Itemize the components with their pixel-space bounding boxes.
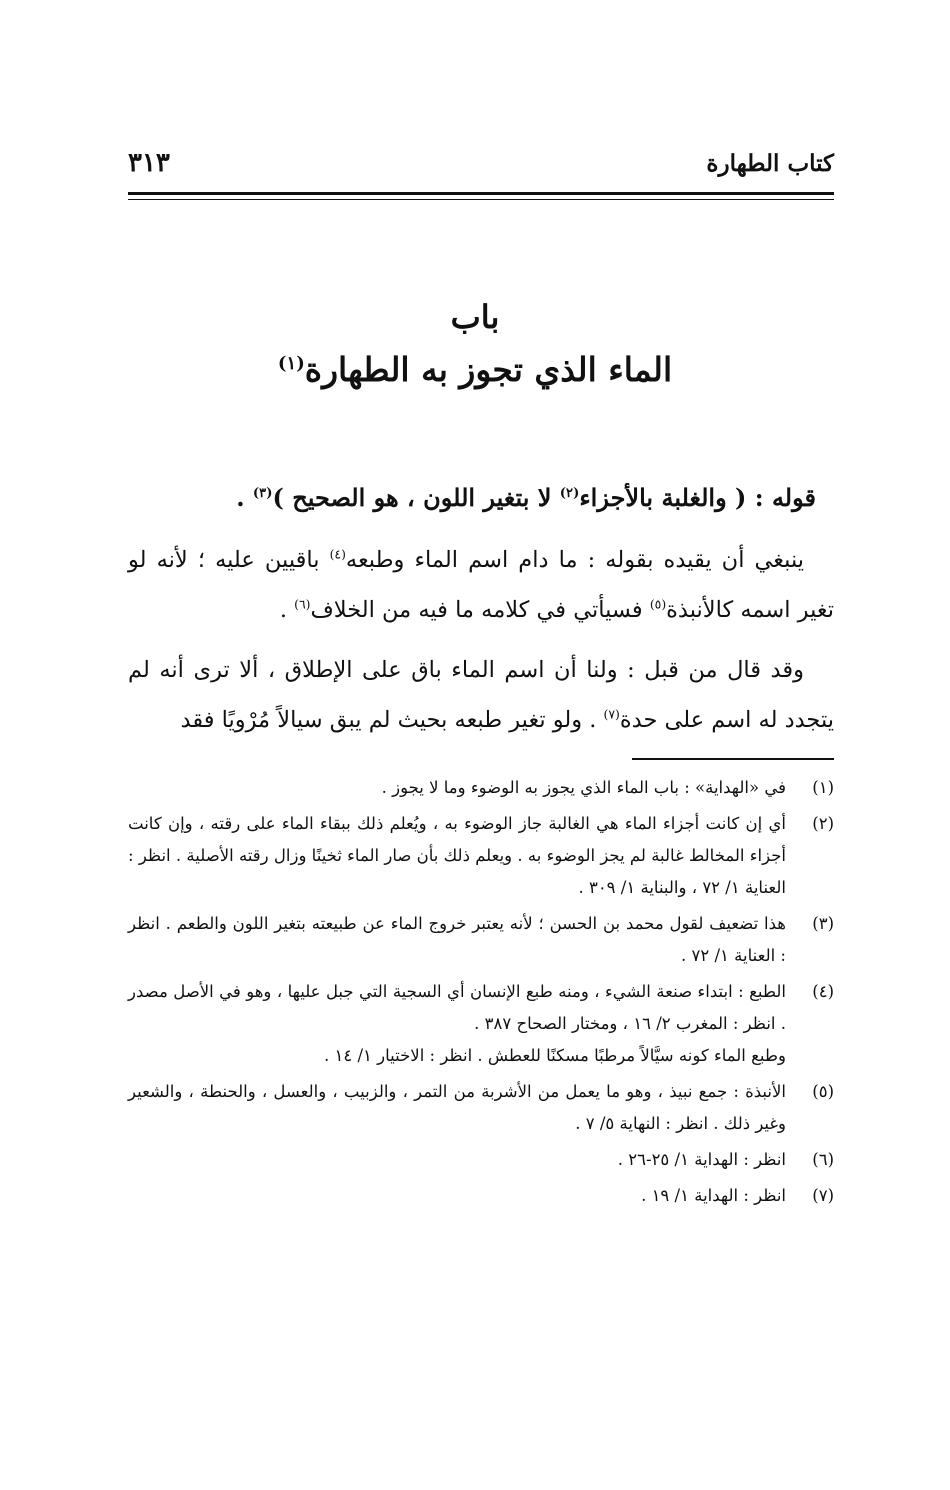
- paragraph-2: [128, 645, 834, 745]
- footnote-ref-6: (٦): [294, 597, 311, 612]
- para2-part2: . ولو تغير طبعه بحيث لم يبق سيالاً مُرْويًا فقد: [180, 707, 604, 733]
- book-title: كتاب الطهارة: [706, 150, 834, 177]
- footnote-text: انظر : الهداية ١/ ١٩ .: [641, 1186, 786, 1205]
- para1-part3: فسيأتي في كلامه ما فيه من الخلاف: [310, 597, 650, 623]
- footnote-number: (٣): [812, 914, 834, 933]
- para1-part1: ينبغي أن يقيده بقوله : ما دام اسم الماء وطبعه: [345, 547, 805, 573]
- para1-part2: باقيين عليه ؛ لأنه لو تغير اسمه كالأنبذة: [128, 547, 834, 623]
- para1-part4: .: [279, 597, 295, 623]
- footnote-number: (٦): [812, 1150, 834, 1169]
- page-number: ٣١٣: [128, 148, 170, 178]
- footnote-text: في «الهداية» : باب الماء الذي يجوز به الوضوء وما لا يجوز .: [381, 778, 786, 797]
- quote-lead: قوله : ( والغلبة بالأجزاء: [579, 483, 816, 512]
- footnote-ref-7: (٧): [603, 707, 620, 722]
- footnote-text: أي إن كانت أجزاء الماء هي الغالبة جاز الوضوء به ، ويُعلم ذلك ببقاء الماء على رقته ، وإن كانت أجزاء المخالط غالبة لم يجز الوضوء به . ويعلم ذلك بأن صار الماء ثخينًا وزال رقته الأصلية . انظر : العناية ١/ ٧٢ ، والبناية ١/ ٣٠٩ .: [128, 814, 786, 897]
- footnotes: [128, 772, 834, 1216]
- header-rule-thick: [128, 192, 834, 195]
- footnote-7: [128, 1180, 834, 1212]
- footnote-ref-4: (٤): [329, 547, 346, 562]
- footnote-3: [128, 908, 834, 972]
- paragraph-1: [128, 535, 834, 635]
- quote-end: .: [236, 483, 253, 512]
- footnote-number: (١): [812, 778, 834, 797]
- footnote-ref-5: (٥): [649, 597, 667, 612]
- running-head: [128, 150, 834, 186]
- chapter-heading: باب: [450, 298, 500, 336]
- quoted-statement: [128, 478, 834, 518]
- footnote-1: [128, 772, 834, 804]
- footnote-ref-1: (١): [277, 353, 305, 374]
- header-rule-thin: [128, 199, 834, 200]
- footnote-text: هذا تضعيف لقول محمد بن الحسن ؛ لأنه يعتبر خروج الماء عن طبيعته بتغير اللون والطعم . انظر : العناية ١/ ٧٢ .: [128, 914, 786, 965]
- footnote-text: الأنبذة : جمع نبيذ ، وهو ما يعمل من الأشربة من التمر ، والزبيب ، والعسل ، والحنطة ، والشعير وغير ذلك . انظر : النهاية ٥/ ٧ .: [128, 1082, 786, 1133]
- footnote-2: [128, 808, 834, 904]
- footnote-number: (٢): [812, 814, 834, 833]
- chapter-title-text: الماء الذي تجوز به الطهارة: [304, 350, 673, 389]
- footnote-number: (٤): [812, 982, 834, 1001]
- quote-middle: لا بتغير اللون ، هو الصحيح ): [272, 483, 560, 512]
- footnote-text-continued: وطبع الماء كونه سيَّالاً مرطبًا مسكنًا للعطش . انظر : الاختيار ١/ ١٤ .: [323, 1046, 786, 1065]
- footnote-text: انظر : الهداية ١/ ٢٥-٢٦ .: [617, 1150, 786, 1169]
- para2-part1: وقد قال من قبل : ولنا أن اسم الماء باق على الإطلاق ، ألا ترى أنه لم يتجدد له اسم على حدة: [128, 657, 834, 733]
- footnote-number: (٥): [812, 1082, 834, 1101]
- footnote-ref-3: (٣): [252, 486, 273, 501]
- footnote-6: [128, 1144, 834, 1176]
- footnote-5: [128, 1076, 834, 1140]
- footnote-separator: [632, 758, 834, 760]
- chapter-title: [0, 350, 950, 389]
- footnote-4: [128, 976, 834, 1072]
- footnote-number: (٧): [812, 1186, 834, 1205]
- footnote-ref-2: (٢): [559, 486, 580, 501]
- footnote-text: الطبع : ابتداء صنعة الشيء ، ومنه طبع الإنسان أي السجية التي جبل عليها ، وهو في الأصل مصدر . انظر : المغرب ٢/ ١٦ ، ومختار الصحاح ٣٨٧ .: [128, 982, 786, 1033]
